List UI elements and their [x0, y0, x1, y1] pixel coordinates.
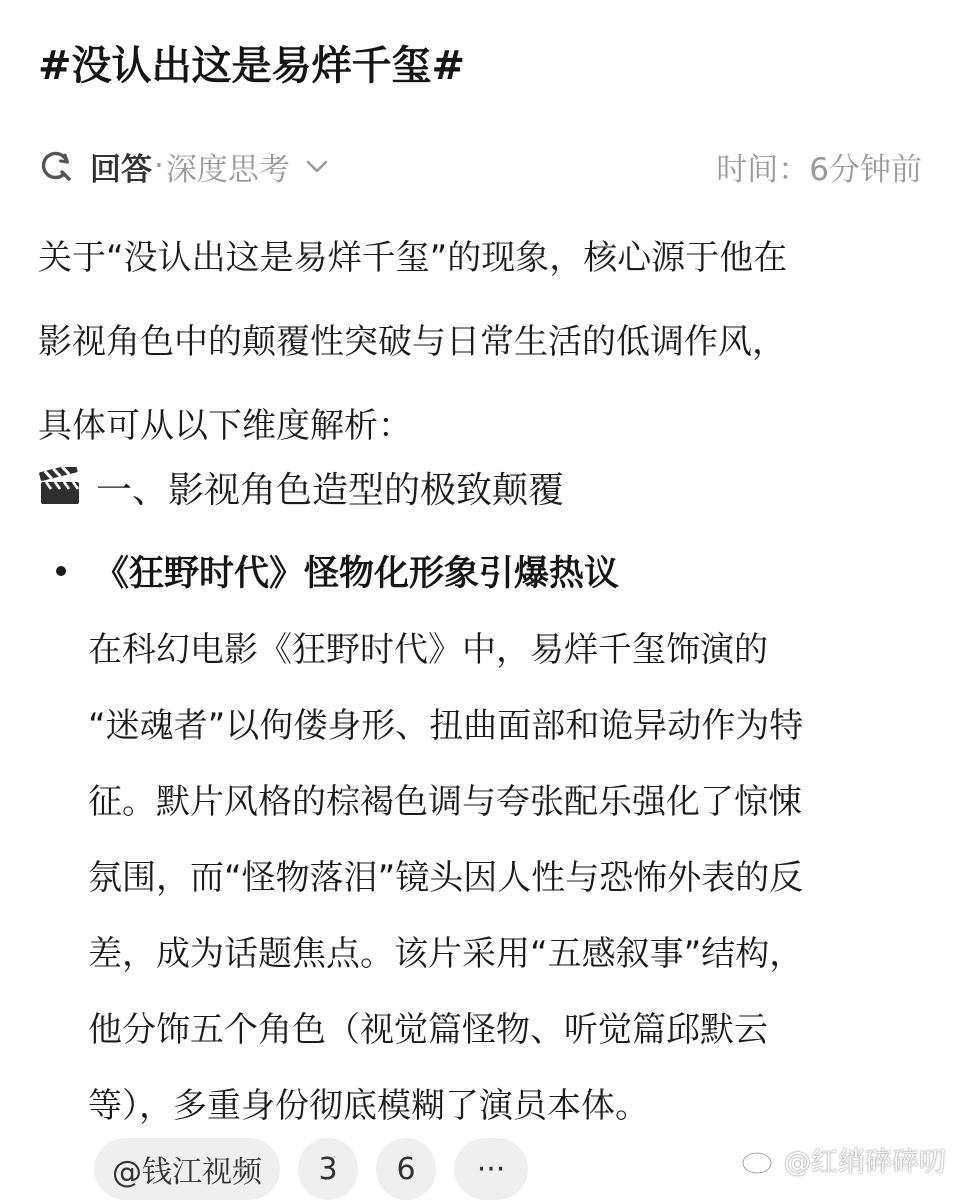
- body-line: “迷魂者”以佝偻身形、扭曲面部和诡异动作为特: [88, 706, 804, 746]
- reference-chip-6[interactable]: 6: [376, 1138, 436, 1200]
- body-line: 征。默片风格的棕褐色调与夸张配乐强化了惊悚: [88, 782, 802, 822]
- watermark-text: @红绡碎碎叨: [784, 1147, 946, 1178]
- answer-separator: ·: [154, 148, 164, 184]
- list-item: [50, 536, 930, 1144]
- intro-line: 具体可从以下维度解析：: [38, 406, 412, 446]
- answer-mode-toggle[interactable]: [38, 144, 330, 189]
- watermark: [740, 1140, 946, 1179]
- body-line: 差，成为话题焦点。该片采用“五感叙事”结构，: [88, 934, 804, 974]
- weibo-logo-icon: [740, 1144, 780, 1176]
- section-heading: [38, 452, 564, 522]
- body-line: 在科幻电影《狂野时代》中，易烊千玺饰演的: [88, 630, 768, 670]
- section-heading-text: 一、影视角色造型的极致颠覆: [96, 469, 565, 511]
- intro-line: 关于“没认出这是易烊千玺”的现象，核心源于他在: [38, 238, 788, 278]
- refresh-search-icon: [38, 148, 74, 184]
- post-title: #没认出这是易烊千玺#: [38, 43, 466, 89]
- list-item-body: [88, 612, 930, 1144]
- intro-line: 影视角色中的颠覆性突破与日常生活的低调作风，: [38, 322, 786, 362]
- bullet-dot: [56, 566, 66, 576]
- reference-chip-3[interactable]: 3: [298, 1138, 358, 1200]
- body-line: 氛围，而“怪物落泪”镜头因人性与恐怖外表的反: [88, 858, 804, 898]
- body-line: 他分饰五个角色（视觉篇怪物、听觉篇邱默云: [88, 1010, 768, 1050]
- answer-header: [38, 140, 922, 192]
- more-references-button[interactable]: ···: [454, 1138, 528, 1200]
- reference-chips: [94, 1138, 546, 1200]
- intro-paragraph: [38, 216, 922, 468]
- body-line: 等），多重身份彻底模糊了演员本体。: [88, 1086, 649, 1126]
- answer-label: 回答: [90, 151, 152, 188]
- chevron-down-icon: [304, 153, 330, 179]
- deep-thinking-label: 深度思考: [165, 151, 290, 188]
- list-item-header: [50, 536, 930, 606]
- clapperboard-icon: [38, 467, 82, 507]
- list-item-title: 《狂野时代》怪物化形象引爆热议: [94, 554, 620, 594]
- source-chip[interactable]: @钱江视频: [94, 1138, 280, 1200]
- answer-time: 时间：6分钟前: [716, 151, 922, 188]
